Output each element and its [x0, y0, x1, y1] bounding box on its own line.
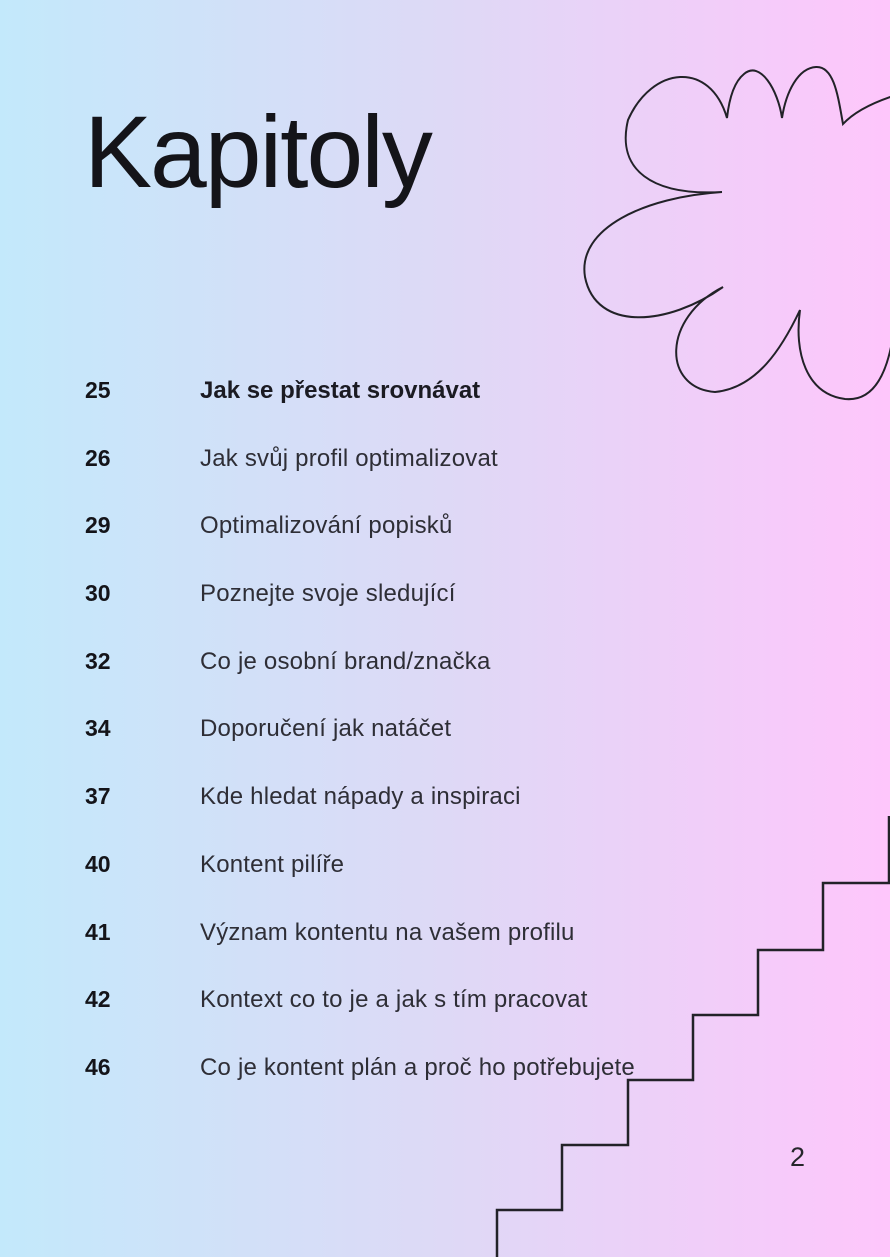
- flower-icon: [584, 67, 890, 399]
- table-of-contents: [85, 378, 725, 1123]
- chapter-title: Doporučení jak natáčet: [200, 715, 452, 743]
- toc-row: [85, 513, 725, 538]
- toc-row: [85, 920, 725, 945]
- chapter-title: Optimalizování popisků: [200, 512, 453, 540]
- toc-row: [85, 649, 725, 674]
- chapter-title: Poznejte svoje sledující: [200, 580, 456, 608]
- chapter-page-number: 41: [85, 918, 111, 945]
- chapter-title: Význam kontentu na vašem profilu: [200, 918, 575, 946]
- chapter-page-number: 46: [85, 1053, 111, 1080]
- toc-row: [85, 446, 725, 471]
- toc-row: [85, 1055, 725, 1080]
- chapter-page-number: 26: [85, 444, 111, 471]
- toc-row: [85, 784, 725, 809]
- chapter-title: Kontext co to je a jak s tím pracovat: [200, 986, 588, 1014]
- chapter-page-number: 25: [85, 377, 111, 403]
- page-title: Kapitoly: [84, 95, 431, 209]
- toc-row: [85, 716, 725, 741]
- chapter-title: Kde hledat nápady a inspiraci: [200, 783, 521, 811]
- chapter-page-number: 29: [85, 512, 111, 539]
- chapter-page-number: 34: [85, 715, 111, 742]
- toc-row: [85, 987, 725, 1012]
- chapter-title: Co je kontent plán a proč ho potřebujete: [200, 1053, 635, 1081]
- chapter-page-number: 32: [85, 647, 111, 674]
- chapter-title: Co je osobní brand/značka: [200, 647, 491, 675]
- toc-row: [85, 852, 725, 877]
- toc-row: [85, 378, 725, 403]
- chapter-page-number: 30: [85, 580, 111, 607]
- chapter-title: Jak se přestat srovnávat: [200, 377, 481, 404]
- toc-row: [85, 581, 725, 606]
- chapter-title: Jak svůj profil optimalizovat: [200, 444, 498, 472]
- page-number: 2: [789, 1142, 806, 1172]
- chapter-page-number: 37: [85, 783, 111, 810]
- chapter-page-number: 42: [85, 986, 111, 1013]
- chapter-title: Kontent pilíře: [200, 850, 345, 878]
- chapter-page-number: 40: [85, 850, 111, 877]
